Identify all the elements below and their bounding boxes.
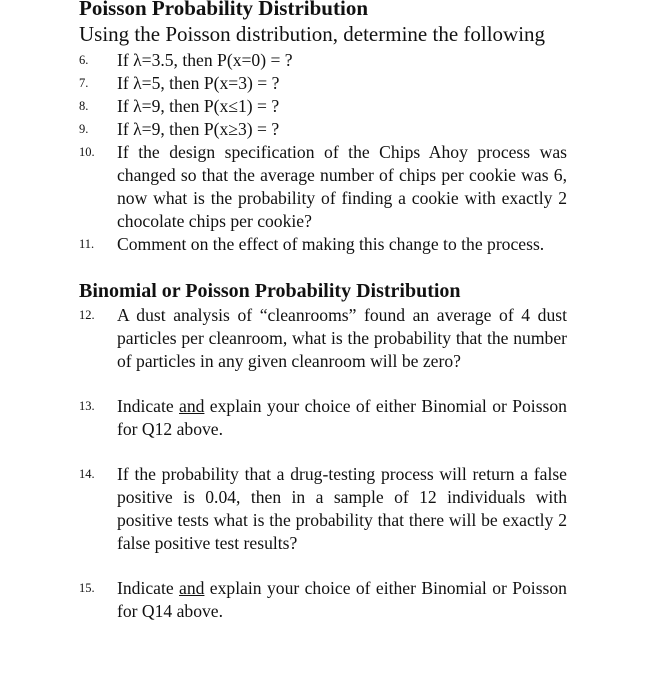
poisson-question-list (79, 49, 567, 256)
underlined-word: and (179, 396, 205, 416)
question-number: 9. (79, 122, 89, 136)
question-number: 11. (79, 237, 95, 251)
question-text: If λ=3.5, then P(x=0) = ? (117, 50, 293, 70)
question-text: If λ=5, then P(x=3) = ? (117, 73, 280, 93)
question-number: 7. (79, 76, 89, 90)
question-text: Indicate and explain your choice of either Binomial or Poisson for Q12 above. (117, 396, 567, 439)
question-15 (79, 577, 567, 623)
question-number: 6. (79, 53, 89, 67)
question-text: If the probability that a drug-testing process will return a false positive is 0.04, then in a sample of 12 individuals with positive tests what is the probability that there will be exactly 2 false positive test results? (117, 464, 567, 553)
question-9 (79, 118, 567, 141)
section-title-poisson: Poisson Probability Distribution (79, 0, 368, 20)
question-6 (79, 49, 567, 72)
question-text: If λ=9, then P(x≥3) = ? (117, 119, 280, 139)
question-number: 10. (79, 145, 95, 159)
question-number: 8. (79, 99, 89, 113)
question-text: If the design specification of the Chips Ahoy process was changed so that the average number of chips per cookie was 6, now what is the probability of finding a cookie with exactly 2 chocolate chips per cookie? (117, 142, 567, 231)
question-8 (79, 95, 567, 118)
question-number: 13. (79, 399, 95, 413)
question-10 (79, 141, 567, 233)
question-text: A dust analysis of “cleanrooms” found an average of 4 dust particles per cleanroom, what is the probability that the number of particles in any given cleanroom will be zero? (117, 305, 567, 371)
question-11 (79, 233, 567, 256)
question-number: 12. (79, 308, 95, 322)
question-text: Indicate and explain your choice of either Binomial or Poisson for Q14 above. (117, 578, 567, 621)
question-number: 15. (79, 581, 95, 595)
question-text: If λ=9, then P(x≤1) = ? (117, 96, 280, 116)
question-13 (79, 395, 567, 441)
binomial-poisson-question-list (79, 304, 567, 623)
underlined-word: and (179, 578, 205, 598)
question-12 (79, 304, 567, 373)
question-text: Comment on the effect of making this change to the process. (117, 234, 545, 254)
document-page (79, 0, 567, 623)
question-7 (79, 72, 567, 95)
section-intro: Using the Poisson distribution, determine the following (79, 22, 546, 46)
question-number: 14. (79, 467, 95, 481)
question-14 (79, 463, 567, 555)
section-title-binomial-or-poisson: Binomial or Poisson Probability Distribution (79, 280, 461, 302)
